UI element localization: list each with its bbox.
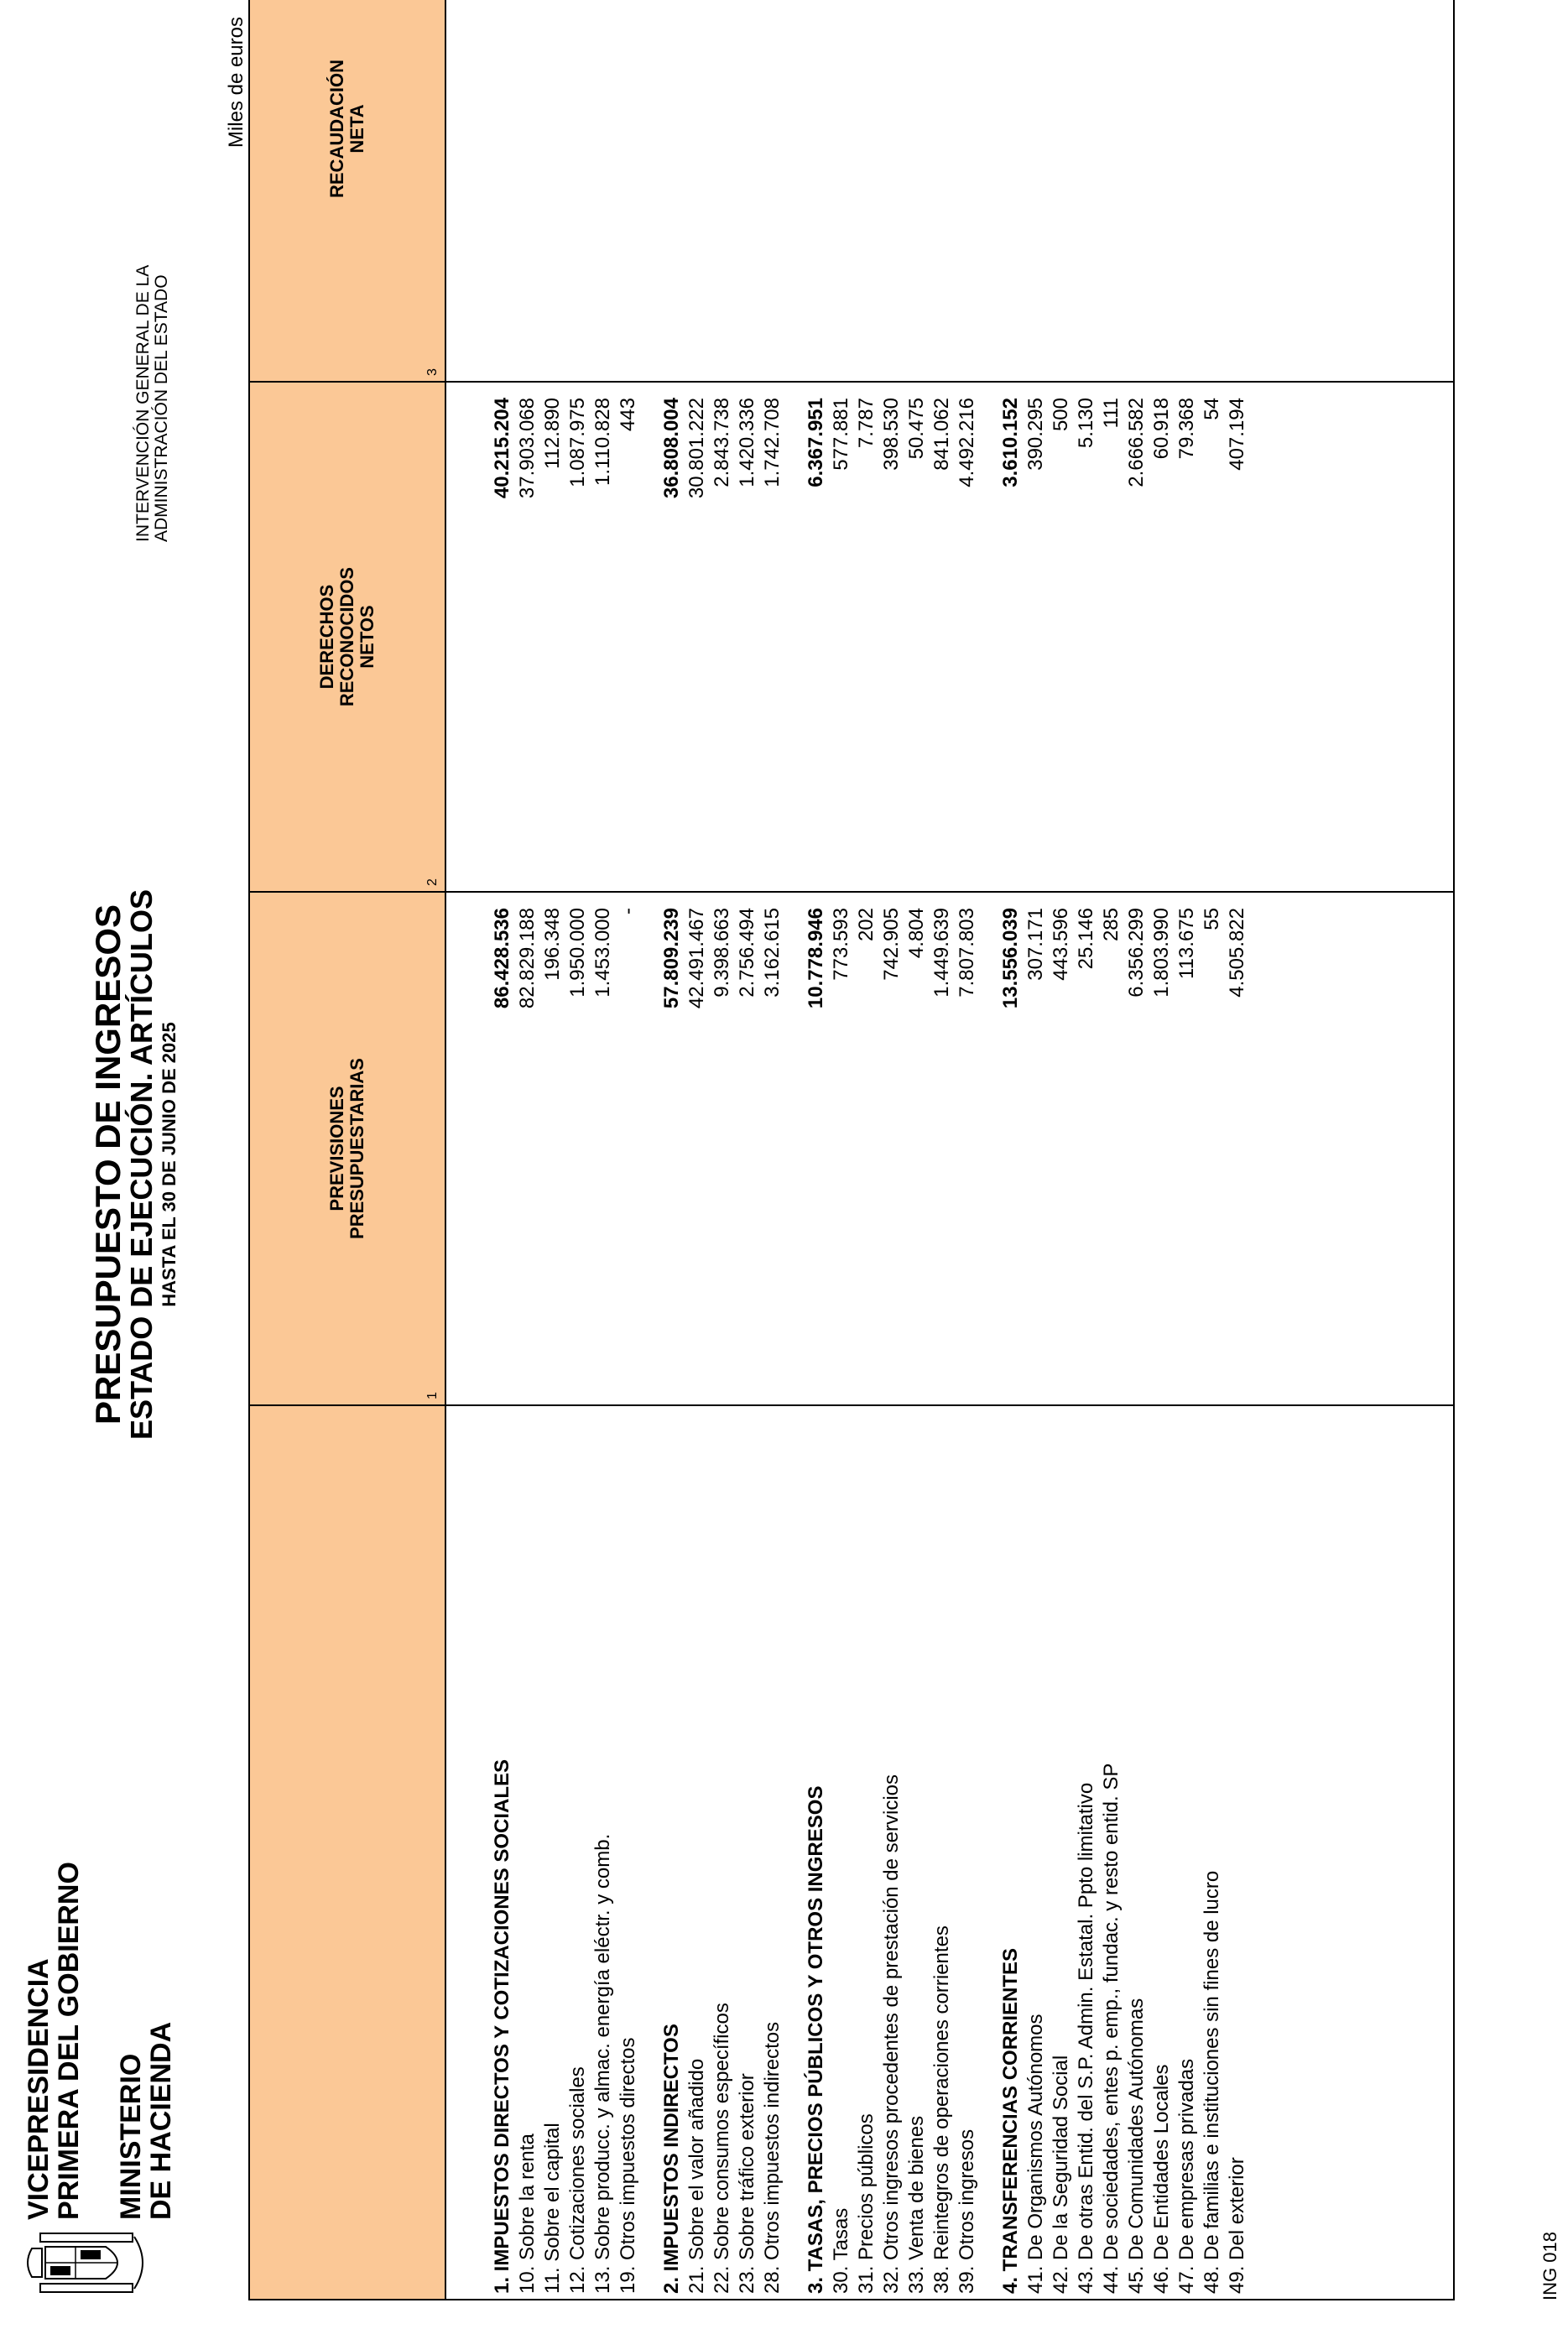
empty-cell <box>445 892 490 1405</box>
empty-cell <box>785 382 804 892</box>
value-cell: 3.610.152 <box>998 382 1024 892</box>
value-cell <box>904 0 930 382</box>
value-cell <box>829 0 854 382</box>
empty-cell <box>785 0 804 382</box>
table-row <box>1175 0 1200 2300</box>
value-cell <box>1200 0 1225 382</box>
table-row <box>1099 0 1124 2300</box>
value-cell: 25.146 <box>1074 892 1099 1405</box>
value-cell: 1.420.336 <box>735 382 760 892</box>
ministerio-label: MINISTERIO DE HACIENDA <box>115 2021 177 2220</box>
table-row <box>1024 0 1049 2300</box>
concept-cell: 23. Sobre tráfico exterior <box>735 1405 760 2300</box>
value-cell: 13.556.039 <box>998 892 1024 1405</box>
value-cell: 112.890 <box>540 382 565 892</box>
value-cell: 42.491.467 <box>685 892 710 1405</box>
value-cell: 7.807.803 <box>955 892 980 1405</box>
table-row <box>1225 0 1250 2300</box>
concept-cell: 48. De familias e instituciones sin fines de lucro <box>1200 1405 1225 2300</box>
empty-cell <box>445 1405 490 2300</box>
empty-cell <box>980 0 998 382</box>
value-cell: 742.905 <box>879 892 904 1405</box>
value-cell <box>1149 0 1175 382</box>
value-cell <box>854 0 879 382</box>
table-row <box>540 0 565 2300</box>
group-total-row <box>659 0 685 2300</box>
document-reference: ING 018 <box>1539 2232 1560 2300</box>
empty-cell <box>445 382 490 892</box>
value-cell: 7.787 <box>854 382 879 892</box>
value-cell <box>515 0 540 382</box>
empty-cell <box>980 892 998 1405</box>
document-subtitle: ESTADO DE EJECUCIÓN. ARTÍCULOS <box>124 888 159 1441</box>
value-cell: 5.130 <box>1074 382 1099 892</box>
value-cell: 2.843.738 <box>710 382 735 892</box>
empty-cell <box>641 1405 659 2300</box>
table-body <box>445 0 1454 2300</box>
group-total-row <box>804 0 829 2300</box>
concept-cell: 12. Cotizaciones sociales <box>565 1405 591 2300</box>
budget-table <box>248 0 1455 2300</box>
table-row <box>735 0 760 2300</box>
value-cell <box>1074 0 1099 382</box>
value-cell: 202 <box>854 892 879 1405</box>
table-row <box>1124 0 1149 2300</box>
spacer-row <box>980 0 998 2300</box>
value-cell: 1.449.639 <box>930 892 955 1405</box>
value-cell: 1.087.975 <box>565 382 591 892</box>
value-cell: 1.803.990 <box>1149 892 1175 1405</box>
value-cell: 196.348 <box>540 892 565 1405</box>
value-cell: 2.666.582 <box>1124 382 1149 892</box>
table-row <box>1074 0 1099 2300</box>
concept-cell: 47. De empresas privadas <box>1175 1405 1200 2300</box>
concept-cell: 32. Otros ingresos procedentes de prestación de servicios <box>879 1405 904 2300</box>
empty-cell <box>785 1405 804 2300</box>
value-cell: 57.809.239 <box>659 892 685 1405</box>
header-previsiones: PREVISIONES PRESUPUESTARIAS 1 <box>249 892 445 1405</box>
concept-cell: 4. TRANSFERENCIAS CORRIENTES <box>998 1405 1024 2300</box>
table-row <box>955 0 980 2300</box>
value-cell: 443 <box>616 382 641 892</box>
table-row <box>854 0 879 2300</box>
value-cell: 390.295 <box>1024 382 1049 892</box>
empty-cell <box>785 892 804 1405</box>
value-cell <box>930 0 955 382</box>
empty-cell <box>641 892 659 1405</box>
table-row <box>1049 0 1074 2300</box>
empty-cell <box>1250 1405 1454 2300</box>
intervencion-label: INTERVENCIÓN GENERAL DE LA ADMINISTRACIÓN DEL ESTADO <box>133 264 171 542</box>
value-cell <box>1175 0 1200 382</box>
value-cell: 1.110.828 <box>591 382 616 892</box>
value-cell <box>955 0 980 382</box>
value-cell: 307.171 <box>1024 892 1049 1405</box>
spacer-row <box>641 0 659 2300</box>
table-row <box>1149 0 1175 2300</box>
table-row <box>930 0 955 2300</box>
value-cell <box>591 0 616 382</box>
empty-cell <box>641 0 659 382</box>
value-cell: 113.675 <box>1175 892 1200 1405</box>
value-cell <box>1049 0 1074 382</box>
empty-cell <box>1250 0 1454 382</box>
value-cell: 60.918 <box>1149 382 1175 892</box>
table-row <box>760 0 785 2300</box>
concept-cell: 41. De Organismos Autónomos <box>1024 1405 1049 2300</box>
value-cell <box>735 0 760 382</box>
empty-cell <box>980 382 998 892</box>
value-cell <box>1124 0 1149 382</box>
value-cell: 4.505.822 <box>1225 892 1250 1405</box>
value-cell: 500 <box>1049 382 1074 892</box>
table-row <box>829 0 854 2300</box>
concept-cell: 45. De Comunidades Autónomas <box>1124 1405 1149 2300</box>
value-cell <box>710 0 735 382</box>
value-cell <box>659 0 685 382</box>
value-cell <box>540 0 565 382</box>
concept-cell: 3. TASAS, PRECIOS PÚBLICOS Y OTROS INGRESOS <box>804 1405 829 2300</box>
group-total-row <box>490 0 515 2300</box>
table-row <box>879 0 904 2300</box>
concept-cell: 21. Sobre el valor añadido <box>685 1405 710 2300</box>
concept-cell: 44. De sociedades, entes p. emp., fundac. y resto entid. SP <box>1099 1405 1124 2300</box>
value-cell: 1.742.708 <box>760 382 785 892</box>
value-cell <box>760 0 785 382</box>
value-cell: 1.950.000 <box>565 892 591 1405</box>
concept-cell: 38. Reintegros de operaciones corrientes <box>930 1405 955 2300</box>
value-cell: 9.398.663 <box>710 892 735 1405</box>
spacer-row <box>785 0 804 2300</box>
value-cell: 10.778.946 <box>804 892 829 1405</box>
value-cell: 577.881 <box>829 382 854 892</box>
units-label: Miles de euros <box>225 17 247 148</box>
value-cell: 443.596 <box>1049 892 1074 1405</box>
concept-cell: 43. De otras Entid. del S.P. Admin. Estatal. Ppto limitativo <box>1074 1405 1099 2300</box>
value-cell: 55 <box>1200 892 1225 1405</box>
header-concept <box>249 1405 445 2300</box>
value-cell: - <box>616 892 641 1405</box>
value-cell <box>998 0 1024 382</box>
empty-cell <box>1250 892 1454 1405</box>
table-row <box>1200 0 1225 2300</box>
concept-cell: 19. Otros impuestos directos <box>616 1405 641 2300</box>
value-cell: 3.162.615 <box>760 892 785 1405</box>
value-cell: 86.428.536 <box>490 892 515 1405</box>
value-cell <box>1225 0 1250 382</box>
empty-cell <box>1250 382 1454 892</box>
concept-cell: 42. De la Seguridad Social <box>1049 1405 1074 2300</box>
value-cell: 285 <box>1099 892 1124 1405</box>
concept-cell: 2. IMPUESTOS INDIRECTOS <box>659 1405 685 2300</box>
value-cell: 30.801.222 <box>685 382 710 892</box>
table-row <box>616 0 641 2300</box>
value-cell: 6.356.299 <box>1124 892 1149 1405</box>
value-cell: 1.453.000 <box>591 892 616 1405</box>
value-cell <box>1024 0 1049 382</box>
spacer-row <box>445 0 490 2300</box>
value-cell: 841.062 <box>930 382 955 892</box>
table-row <box>904 0 930 2300</box>
group-total-row <box>998 0 1024 2300</box>
value-cell: 398.530 <box>879 382 904 892</box>
value-cell: 37.903.068 <box>515 382 540 892</box>
header-derechos-reconocidos: DERECHOS RECONOCIDOS NETOS 2 <box>249 382 445 892</box>
value-cell: 54 <box>1200 382 1225 892</box>
table-row <box>710 0 735 2300</box>
value-cell <box>879 0 904 382</box>
value-cell: 79.368 <box>1175 382 1200 892</box>
concept-cell: 13. Sobre producc. y almac. energía eléctr. y comb. <box>591 1405 616 2300</box>
concept-cell: 46. De Entidades Locales <box>1149 1405 1175 2300</box>
concept-cell: 1. IMPUESTOS DIRECTOS Y COTIZACIONES SOCIALES <box>490 1405 515 2300</box>
value-cell: 82.829.188 <box>515 892 540 1405</box>
document-date: HASTA EL 30 DE JUNIO DE 2025 <box>159 1022 180 1307</box>
table-row <box>685 0 710 2300</box>
value-cell <box>565 0 591 382</box>
vicepresidencia-label: VICEPRESIDENCIA PRIMERA DEL GOBIERNO <box>23 1862 85 2220</box>
value-cell: 4.804 <box>904 892 930 1405</box>
value-cell: 6.367.951 <box>804 382 829 892</box>
table-row <box>591 0 616 2300</box>
table-bottom-row <box>1250 0 1454 2300</box>
value-cell: 50.475 <box>904 382 930 892</box>
empty-cell <box>445 0 490 382</box>
concept-cell: 33. Venta de bienes <box>904 1405 930 2300</box>
concept-cell: 31. Precios públicos <box>854 1405 879 2300</box>
concept-cell: 11. Sobre el capital <box>540 1405 565 2300</box>
empty-cell <box>641 382 659 892</box>
document-title: PRESUPUESTO DE INGRESOS <box>88 904 128 1425</box>
concept-cell: 39. Otros ingresos <box>955 1405 980 2300</box>
concept-cell: 28. Otros impuestos indirectos <box>760 1405 785 2300</box>
value-cell: 4.492.216 <box>955 382 980 892</box>
table-row <box>565 0 591 2300</box>
value-cell: 773.593 <box>829 892 854 1405</box>
table-header-row <box>249 0 445 2300</box>
value-cell <box>685 0 710 382</box>
value-cell <box>490 0 515 382</box>
empty-cell <box>980 1405 998 2300</box>
value-cell <box>616 0 641 382</box>
concept-cell: 22. Sobre consumos específicos <box>710 1405 735 2300</box>
value-cell: 407.194 <box>1225 382 1250 892</box>
concept-cell: 30. Tasas <box>829 1405 854 2300</box>
header-recaudacion: RECAUDACIÓN NETA 3 <box>249 0 445 382</box>
value-cell: 36.808.004 <box>659 382 685 892</box>
value-cell: 111 <box>1099 382 1124 892</box>
table-row <box>515 0 540 2300</box>
value-cell <box>804 0 829 382</box>
concept-cell: 10. Sobre la renta <box>515 1405 540 2300</box>
value-cell: 40.215.204 <box>490 382 515 892</box>
value-cell <box>1099 0 1124 382</box>
value-cell: 2.756.494 <box>735 892 760 1405</box>
concept-cell: 49. Del exterior <box>1225 1405 1250 2300</box>
